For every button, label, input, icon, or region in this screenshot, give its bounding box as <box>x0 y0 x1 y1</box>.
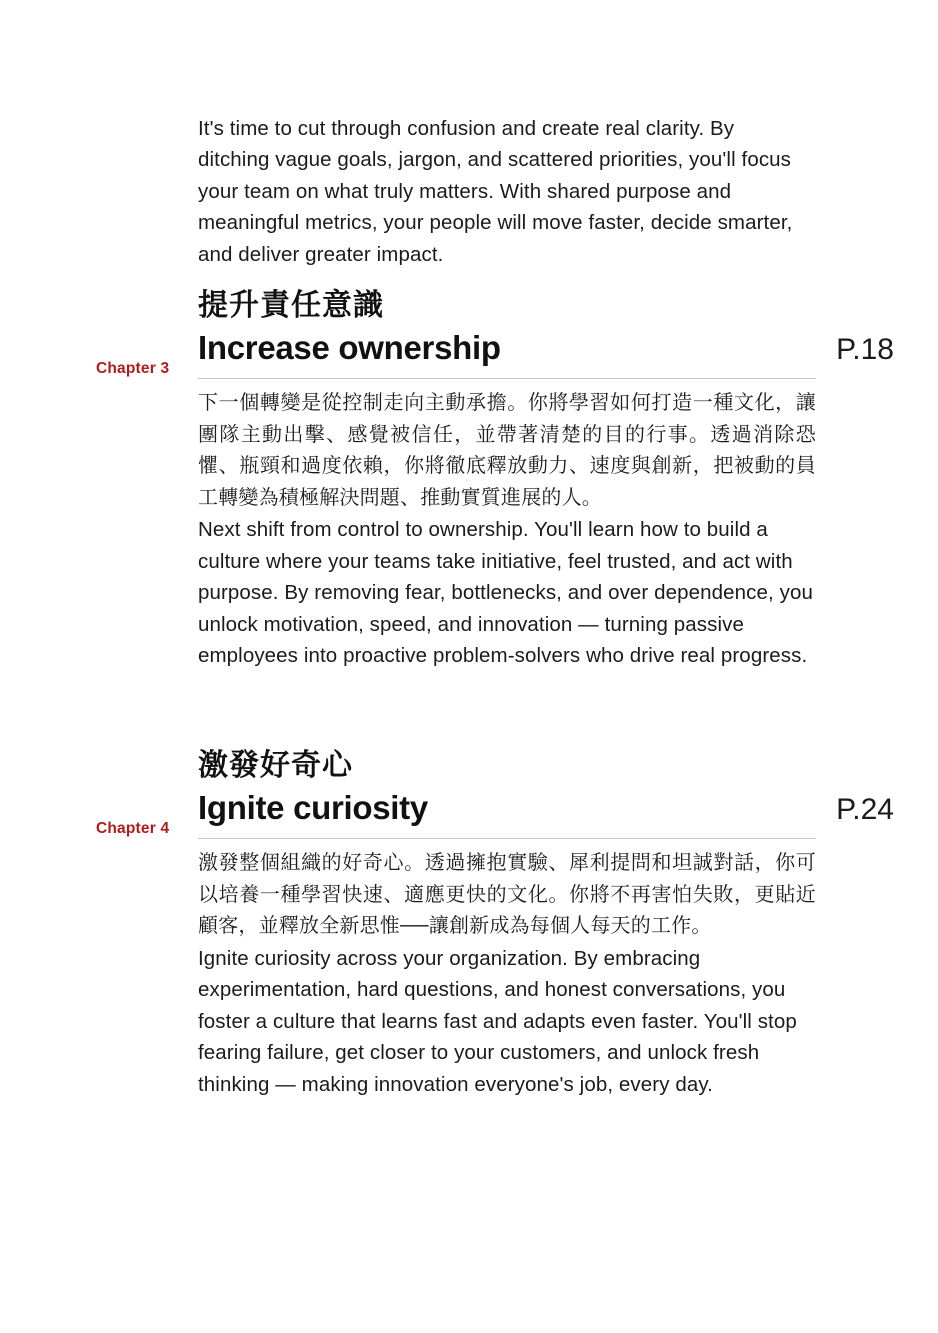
chapter-title-row-3 <box>198 326 894 372</box>
chapter-description-cjk-3: 下一個轉變是從控制走向主動承擔。你將學習如何打造一種文化，讓團隊主動出擊、感覺被信任，並帶著清楚的目的行事。透過消除恐懼、瓶頸和過度依賴，你將徹底釋放動力、速度與創新，把被動的員工轉變為積極解決問題、推動實質進展的人。 <box>198 392 816 509</box>
chapter-divider-3 <box>198 378 816 379</box>
chapter-page-number-3: P.18 <box>836 333 894 366</box>
chapter-title-cjk-3: 提升責任意識 <box>198 289 384 322</box>
chapter-description-3 <box>198 388 816 672</box>
chapter-title-row-4 <box>198 786 894 832</box>
chapter-entry-4[interactable] <box>96 746 894 1100</box>
chapter-description-en-3: Next shift from control to ownership. You'll learn how to build a culture where your teams take initiative, feel trusted, and act with purpose. By removing fear, bottlenecks, and over dependence, you unlock motivation, speed, and innovation — turning passive employees into proactive problem-solvers who drive real progress. <box>198 518 813 667</box>
chapter-main-4 <box>198 746 894 1100</box>
chapter-divider-4 <box>198 838 816 839</box>
chapter-description-en-4: Ignite curiosity across your organization. By embracing experimentation, hard questions, and honest conversations, you foster a culture that learns fast and adapts even faster. You'll stop fearing failure, get closer to your customers, and unlock fresh thinking — making innovation everyone's job, every day. <box>198 946 797 1096</box>
intro-paragraph: It's time to cut through confusion and create real clarity. By ditching vague goals, jargon, and scattered priorities, you'll focus your team on what truly matters. With shared purpose and meaningful metrics, your people will move faster, decide smarter, and deliver greater impact. <box>198 116 793 266</box>
chapter-label-4: Chapter 4 <box>96 820 170 837</box>
chapter-title-en-4: Ignite curiosity <box>198 789 428 826</box>
chapter-title-en-3: Increase ownership <box>198 329 501 366</box>
chapter-page-number-4: P.24 <box>836 793 894 826</box>
chapter-label-3: Chapter 3 <box>96 360 170 377</box>
chapter-description-cjk-4: 激發整個組織的好奇心。透過擁抱實驗、犀利提問和坦誠對話，你可以培養一種學習快速、適應更快的文化。你將不再害怕失敗，更貼近顧客，並釋放全新思惟──讓創新成為每個人每天的工作。 <box>198 852 816 937</box>
chapter-entry-3[interactable] <box>96 286 894 672</box>
chapter-description-4 <box>198 848 816 1100</box>
intro-paragraph-block <box>198 92 798 291</box>
chapter-main-3 <box>198 286 894 672</box>
chapter-title-cjk-4: 激發好奇心 <box>198 749 353 782</box>
